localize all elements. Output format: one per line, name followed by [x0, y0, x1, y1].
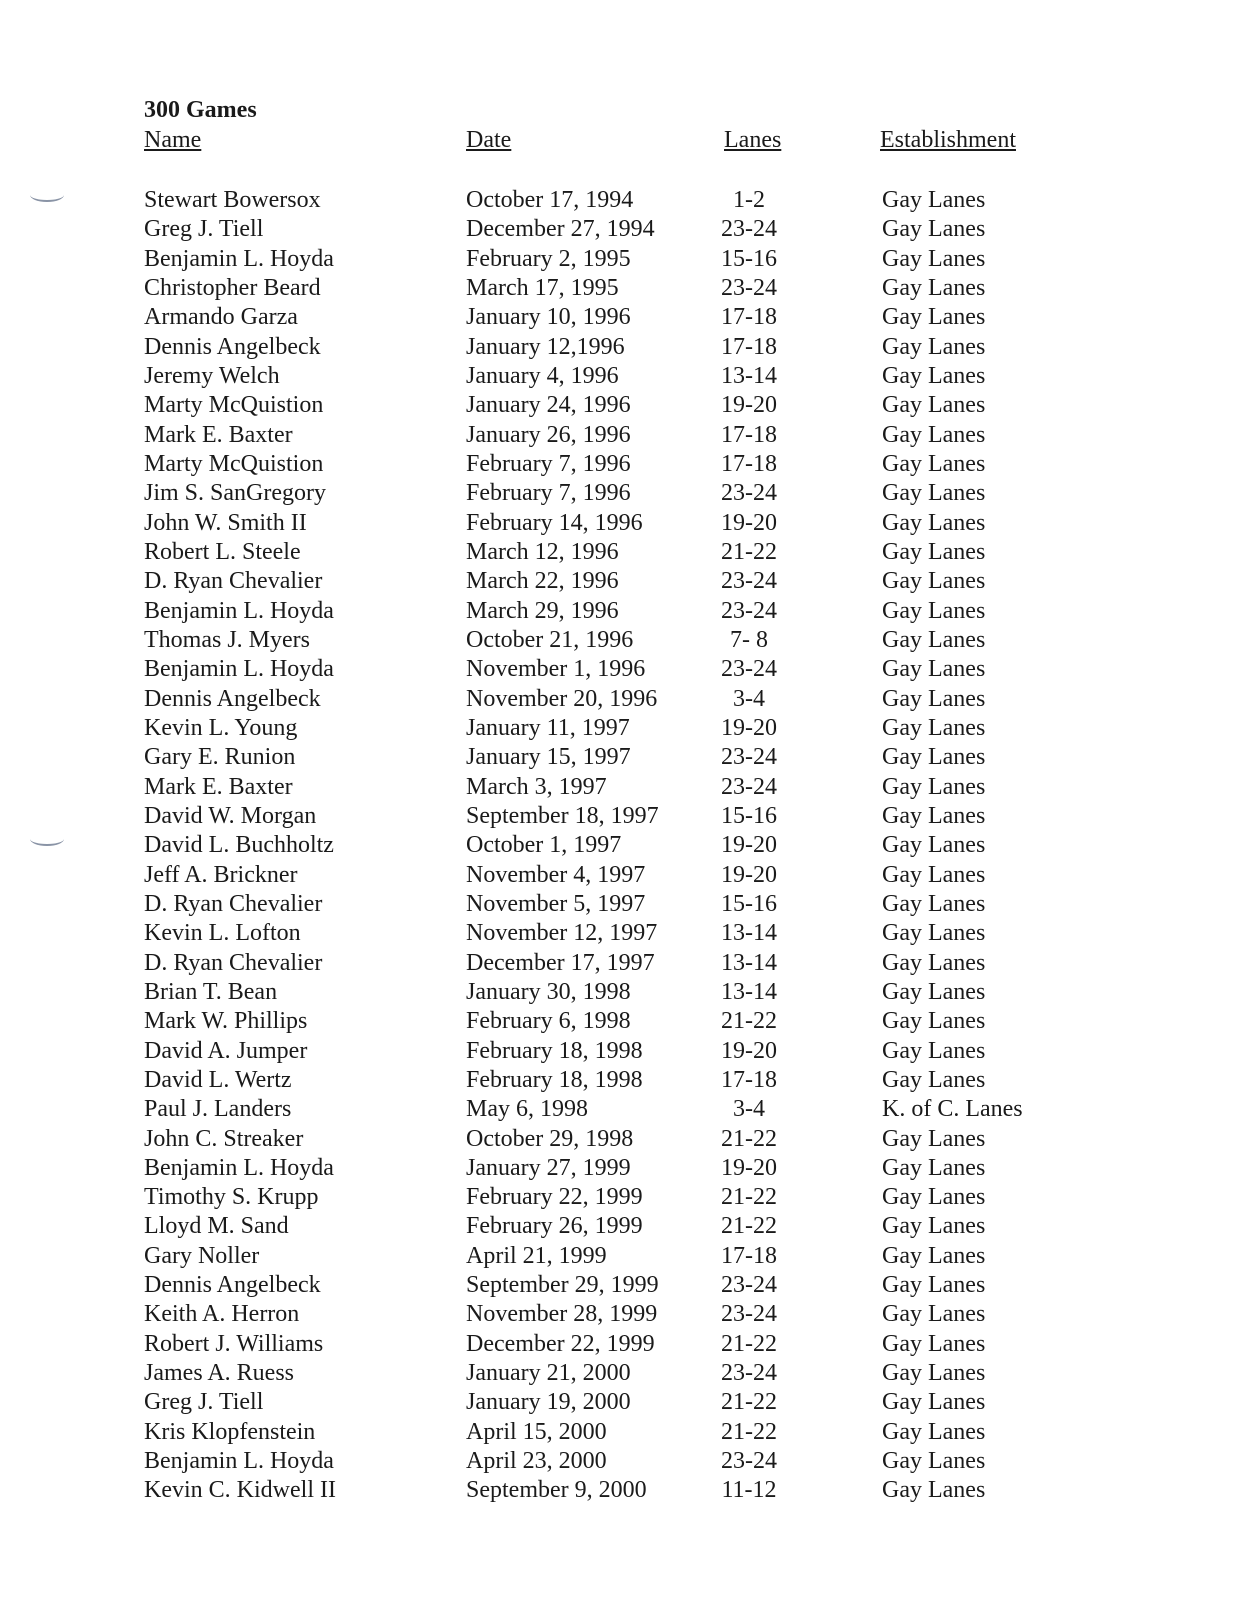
- row-lanes: 23-24: [721, 568, 777, 595]
- row-name: Timothy S. Krupp: [144, 1184, 319, 1211]
- row-establishment: Gay Lanes: [882, 626, 986, 653]
- row-name: Thomas J. Myers: [144, 626, 310, 653]
- header-lanes: Lanes: [724, 127, 782, 153]
- row-lanes: 17-18: [721, 450, 777, 477]
- row-name: Greg J. Tiell: [144, 216, 264, 243]
- games-table: [0, 186, 1245, 1506]
- row-lanes: 17-18: [721, 1066, 777, 1093]
- row-name: Stewart Bowersox: [144, 187, 321, 213]
- table-row: [0, 861, 1245, 890]
- row-date: January 19, 2000: [466, 1389, 631, 1416]
- row-date: January 24, 1996: [466, 392, 631, 419]
- table-row: [0, 479, 1245, 508]
- row-establishment: Gay Lanes: [882, 509, 986, 536]
- table-row: [0, 1359, 1245, 1388]
- table-row: [0, 626, 1245, 655]
- row-date: December 17, 1997: [466, 949, 655, 976]
- table-row: [0, 1007, 1245, 1036]
- row-establishment: Gay Lanes: [882, 773, 986, 800]
- row-date: December 22, 1999: [466, 1330, 655, 1357]
- row-establishment: Gay Lanes: [882, 245, 986, 272]
- row-establishment: Gay Lanes: [882, 920, 986, 947]
- row-establishment: Gay Lanes: [882, 744, 986, 771]
- row-establishment: Gay Lanes: [882, 1477, 986, 1504]
- row-name: Kris Klopfenstein: [144, 1418, 316, 1445]
- row-lanes: 13-14: [721, 978, 777, 1005]
- table-row: [0, 890, 1245, 919]
- row-date: November 1, 1996: [466, 656, 646, 683]
- table-row: [0, 1271, 1245, 1300]
- row-name: James A. Ruess: [144, 1360, 294, 1387]
- row-date: February 2, 1995: [466, 245, 631, 272]
- row-name: Benjamin L. Hoyda: [144, 656, 334, 683]
- row-name: Benjamin L. Hoyda: [144, 1448, 334, 1475]
- row-date: March 22, 1996: [466, 568, 619, 595]
- row-lanes: 19-20: [721, 509, 777, 536]
- row-date: November 4, 1997: [466, 861, 646, 888]
- row-establishment: Gay Lanes: [882, 1330, 986, 1357]
- row-establishment: Gay Lanes: [882, 450, 986, 477]
- row-establishment: Gay Lanes: [882, 861, 986, 888]
- row-lanes: 17-18: [721, 1242, 777, 1269]
- row-establishment: Gay Lanes: [882, 304, 986, 331]
- row-name: Dennis Angelbeck: [144, 685, 321, 712]
- row-name: Armando Garza: [144, 304, 298, 331]
- row-name: Robert J. Williams: [144, 1330, 324, 1357]
- row-lanes: 19-20: [721, 392, 777, 419]
- row-lanes: 21-22: [721, 1418, 777, 1445]
- row-name: John W. Smith II: [144, 509, 307, 536]
- table-row: [0, 333, 1245, 362]
- row-establishment: Gay Lanes: [882, 656, 986, 683]
- row-date: March 3, 1997: [466, 773, 607, 800]
- row-date: February 14, 1996: [466, 509, 643, 536]
- row-lanes: 21-22: [721, 538, 777, 565]
- table-row: [0, 743, 1245, 772]
- row-date: January 4, 1996: [466, 362, 619, 389]
- row-establishment: Gay Lanes: [882, 1301, 986, 1328]
- row-name: Keith A. Herron: [144, 1301, 300, 1328]
- header-date: Date: [466, 127, 512, 153]
- table-row: [0, 919, 1245, 948]
- row-name: Jim S. SanGregory: [144, 480, 326, 507]
- row-establishment: Gay Lanes: [882, 1360, 986, 1387]
- table-row: [0, 450, 1245, 479]
- row-name: Gary E. Runion: [144, 744, 296, 771]
- table-row: [0, 773, 1245, 802]
- row-lanes: 23-24: [721, 744, 777, 771]
- table-row: [0, 215, 1245, 244]
- row-date: September 29, 1999: [466, 1272, 659, 1299]
- table-row: [0, 245, 1245, 274]
- table-row: [0, 655, 1245, 684]
- row-establishment: Gay Lanes: [882, 362, 986, 389]
- row-date: October 29, 1998: [466, 1125, 634, 1152]
- row-date: February 18, 1998: [466, 1037, 643, 1064]
- row-name: Mark E. Baxter: [144, 773, 293, 800]
- table-row: [0, 949, 1245, 978]
- row-name: Kevin C. Kidwell II: [144, 1477, 336, 1504]
- row-name: Dennis Angelbeck: [144, 333, 321, 360]
- row-date: March 12, 1996: [466, 538, 619, 565]
- row-date: February 18, 1998: [466, 1066, 643, 1093]
- table-row: [0, 186, 1245, 215]
- row-establishment: Gay Lanes: [882, 274, 986, 301]
- document-title: 300 Games: [144, 97, 257, 123]
- row-name: Marty McQuistion: [144, 392, 324, 419]
- row-date: May 6, 1998: [466, 1096, 588, 1123]
- row-establishment: Gay Lanes: [882, 802, 986, 829]
- row-lanes: 23-24: [721, 1360, 777, 1387]
- row-date: January 15, 1997: [466, 744, 631, 771]
- row-establishment: Gay Lanes: [882, 1184, 986, 1211]
- row-name: Marty McQuistion: [144, 450, 324, 477]
- row-date: October 17, 1994: [466, 187, 634, 213]
- table-row: [0, 1300, 1245, 1329]
- row-establishment: Gay Lanes: [882, 597, 986, 624]
- row-lanes: 3-4: [733, 1096, 765, 1123]
- row-lanes: 23-24: [721, 1272, 777, 1299]
- row-lanes: 19-20: [721, 714, 777, 741]
- header-establishment: Establishment: [880, 127, 1016, 153]
- row-name: Mark E. Baxter: [144, 421, 293, 448]
- row-date: February 7, 1996: [466, 450, 631, 477]
- row-date: March 17, 1995: [466, 274, 619, 301]
- row-lanes: 11-12: [721, 1477, 777, 1504]
- table-row: [0, 1447, 1245, 1476]
- row-lanes: 15-16: [721, 802, 777, 829]
- row-lanes: 19-20: [721, 861, 777, 888]
- row-lanes: 23-24: [721, 773, 777, 800]
- row-lanes: 1-2: [733, 187, 765, 213]
- row-establishment: Gay Lanes: [882, 1066, 986, 1093]
- row-name: Benjamin L. Hoyda: [144, 597, 334, 624]
- row-establishment: Gay Lanes: [882, 978, 986, 1005]
- row-name: Jeff A. Brickner: [144, 861, 298, 888]
- row-date: September 9, 2000: [466, 1477, 647, 1504]
- table-header: [0, 126, 1245, 156]
- row-date: October 21, 1996: [466, 626, 634, 653]
- row-lanes: 3-4: [733, 685, 765, 712]
- row-lanes: 21-22: [721, 1184, 777, 1211]
- row-lanes: 19-20: [721, 1154, 777, 1181]
- row-lanes: 21-22: [721, 1389, 777, 1416]
- row-establishment: Gay Lanes: [882, 1242, 986, 1269]
- row-establishment: Gay Lanes: [882, 1418, 986, 1445]
- row-name: Brian T. Bean: [144, 978, 278, 1005]
- row-lanes: 17-18: [721, 304, 777, 331]
- row-name: Greg J. Tiell: [144, 1389, 264, 1416]
- row-establishment: Gay Lanes: [882, 392, 986, 419]
- row-establishment: Gay Lanes: [882, 1213, 986, 1240]
- row-date: January 11, 1997: [466, 714, 630, 741]
- table-row: [0, 1183, 1245, 1212]
- row-lanes: 21-22: [721, 1330, 777, 1357]
- row-date: September 18, 1997: [466, 802, 659, 829]
- row-name: D. Ryan Chevalier: [144, 949, 323, 976]
- row-name: David A. Jumper: [144, 1037, 308, 1064]
- table-row: [0, 567, 1245, 596]
- row-name: Benjamin L. Hoyda: [144, 1154, 334, 1181]
- table-row: [0, 802, 1245, 831]
- row-name: Dennis Angelbeck: [144, 1272, 321, 1299]
- row-name: D. Ryan Chevalier: [144, 568, 323, 595]
- row-establishment: Gay Lanes: [882, 1154, 986, 1181]
- row-establishment: Gay Lanes: [882, 1037, 986, 1064]
- row-lanes: 23-24: [721, 216, 777, 243]
- table-row: [0, 978, 1245, 1007]
- row-name: John C. Streaker: [144, 1125, 304, 1152]
- row-name: Kevin L. Lofton: [144, 920, 301, 947]
- row-name: David L. Wertz: [144, 1066, 292, 1093]
- row-establishment: Gay Lanes: [882, 890, 986, 917]
- row-lanes: 7- 8: [730, 626, 768, 653]
- row-name: D. Ryan Chevalier: [144, 890, 323, 917]
- row-name: Kevin L. Young: [144, 714, 298, 741]
- row-establishment: Gay Lanes: [882, 216, 986, 243]
- row-establishment: Gay Lanes: [882, 421, 986, 448]
- table-row: [0, 1330, 1245, 1359]
- row-lanes: 19-20: [721, 1037, 777, 1064]
- table-row: [0, 1242, 1245, 1271]
- row-lanes: 19-20: [721, 832, 777, 859]
- row-date: November 20, 1996: [466, 685, 658, 712]
- row-date: November 28, 1999: [466, 1301, 658, 1328]
- row-establishment: Gay Lanes: [882, 538, 986, 565]
- table-row: [0, 1418, 1245, 1447]
- row-lanes: 13-14: [721, 949, 777, 976]
- table-row: [0, 714, 1245, 743]
- row-establishment: Gay Lanes: [882, 1389, 986, 1416]
- table-row: [0, 538, 1245, 567]
- row-lanes: 15-16: [721, 890, 777, 917]
- table-row: [0, 1154, 1245, 1183]
- row-lanes: 23-24: [721, 1301, 777, 1328]
- row-date: November 5, 1997: [466, 890, 646, 917]
- row-date: October 1, 1997: [466, 832, 622, 859]
- row-date: January 30, 1998: [466, 978, 631, 1005]
- row-lanes: 21-22: [721, 1008, 777, 1035]
- row-establishment: Gay Lanes: [882, 480, 986, 507]
- table-row: [0, 1066, 1245, 1095]
- table-row: [0, 362, 1245, 391]
- table-row: [0, 421, 1245, 450]
- row-date: December 27, 1994: [466, 216, 655, 243]
- table-row: [0, 597, 1245, 626]
- row-date: January 27, 1999: [466, 1154, 631, 1181]
- row-lanes: 17-18: [721, 421, 777, 448]
- row-date: April 21, 1999: [466, 1242, 607, 1269]
- row-lanes: 13-14: [721, 362, 777, 389]
- row-name: Lloyd M. Sand: [144, 1213, 289, 1240]
- table-row: [0, 1125, 1245, 1154]
- row-establishment: Gay Lanes: [882, 1272, 986, 1299]
- row-name: David L. Buchholtz: [144, 832, 334, 859]
- row-establishment: Gay Lanes: [882, 333, 986, 360]
- row-date: April 15, 2000: [466, 1418, 607, 1445]
- row-name: Christopher Beard: [144, 274, 321, 301]
- row-date: April 23, 2000: [466, 1448, 607, 1475]
- table-row: [0, 831, 1245, 860]
- table-row: [0, 509, 1245, 538]
- row-establishment: Gay Lanes: [882, 949, 986, 976]
- row-name: Benjamin L. Hoyda: [144, 245, 334, 272]
- row-date: February 7, 1996: [466, 480, 631, 507]
- row-name: Gary Noller: [144, 1242, 260, 1269]
- row-establishment: Gay Lanes: [882, 832, 986, 859]
- row-establishment: K. of C. Lanes: [882, 1096, 1023, 1123]
- row-lanes: 21-22: [721, 1213, 777, 1240]
- row-date: March 29, 1996: [466, 597, 619, 624]
- table-row: [0, 1212, 1245, 1241]
- row-date: January 21, 2000: [466, 1360, 631, 1387]
- row-name: Mark W. Phillips: [144, 1008, 308, 1035]
- table-row: [0, 1476, 1245, 1505]
- table-row: [0, 1037, 1245, 1066]
- table-row: [0, 1388, 1245, 1417]
- row-name: Robert L. Steele: [144, 538, 301, 565]
- header-name: Name: [144, 127, 202, 153]
- row-lanes: 13-14: [721, 920, 777, 947]
- row-lanes: 23-24: [721, 274, 777, 301]
- row-establishment: Gay Lanes: [882, 568, 986, 595]
- row-date: February 26, 1999: [466, 1213, 643, 1240]
- table-row: [0, 303, 1245, 332]
- row-lanes: 23-24: [721, 480, 777, 507]
- row-lanes: 23-24: [721, 656, 777, 683]
- row-lanes: 17-18: [721, 333, 777, 360]
- row-lanes: 23-24: [721, 1448, 777, 1475]
- table-row: [0, 685, 1245, 714]
- row-date: January 10, 1996: [466, 304, 631, 331]
- row-establishment: Gay Lanes: [882, 1448, 986, 1475]
- row-name: Paul J. Landers: [144, 1096, 292, 1123]
- row-establishment: Gay Lanes: [882, 685, 986, 712]
- row-date: January 12,1996: [466, 333, 625, 360]
- row-lanes: 21-22: [721, 1125, 777, 1152]
- row-lanes: 23-24: [721, 597, 777, 624]
- row-date: January 26, 1996: [466, 421, 631, 448]
- row-establishment: Gay Lanes: [882, 714, 986, 741]
- table-row: [0, 391, 1245, 420]
- row-date: February 22, 1999: [466, 1184, 643, 1211]
- row-establishment: Gay Lanes: [882, 187, 986, 213]
- row-establishment: Gay Lanes: [882, 1125, 986, 1152]
- table-row: [0, 1095, 1245, 1124]
- table-row: [0, 274, 1245, 303]
- row-lanes: 15-16: [721, 245, 777, 272]
- row-name: David W. Morgan: [144, 802, 317, 829]
- row-date: November 12, 1997: [466, 920, 658, 947]
- row-establishment: Gay Lanes: [882, 1008, 986, 1035]
- row-date: February 6, 1998: [466, 1008, 631, 1035]
- row-name: Jeremy Welch: [144, 362, 280, 389]
